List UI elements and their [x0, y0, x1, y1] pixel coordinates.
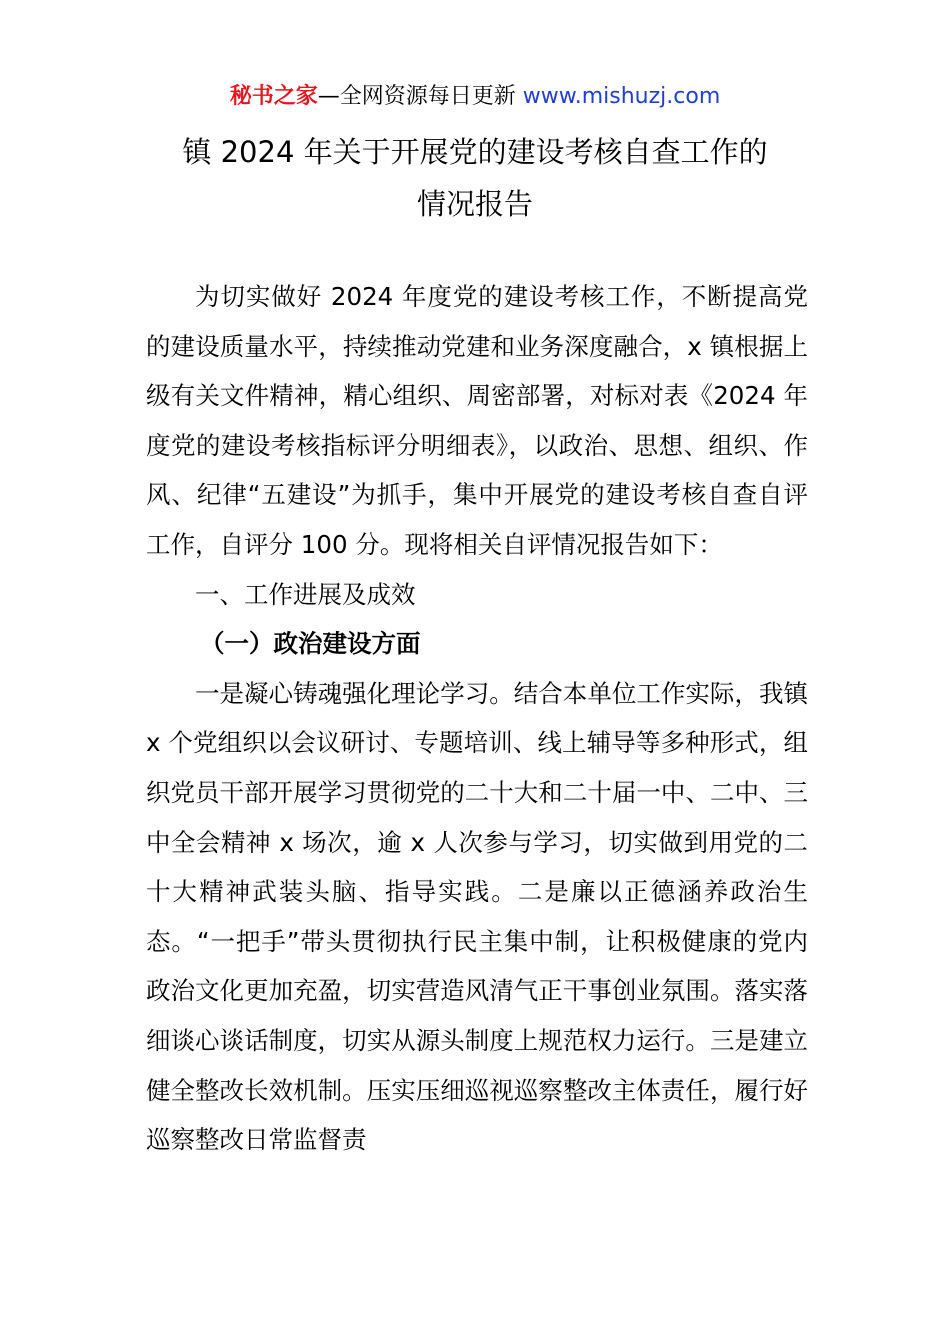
site-url-link[interactable]: www.mishuzj.com [522, 84, 721, 109]
intro-paragraph: 为切实做好 2024 年度党的建设考核工作，不断提高党的建设质量水平，持续推动党建和业务深度融合，x 镇根据上级有关文件精神，精心组织、周密部署，对标对表《2024 年度党的建设考核指标评分明细表》，以政治、思想、组织、作风、纪律“五建设”为抓手，集中开展党的建设考核自查自评工作，自评分 100 分。现将相关自评情况报告如下： [146, 282, 808, 559]
section-heading-progress: 一、工作进展及成效 [195, 579, 416, 609]
document-title-line-2: 情况报告 [416, 187, 533, 221]
document-title [0, 126, 950, 230]
site-tagline: —全网资源每日更新 [317, 84, 516, 109]
document-body [146, 272, 808, 1165]
site-name: 秘书之家 [229, 84, 318, 109]
site-header [0, 82, 950, 112]
document-title-line-1: 镇 2024 年关于开展党的建设考核自查工作的 [182, 135, 768, 169]
subsection-heading-political: （一）政治建设方面 [200, 629, 421, 659]
political-construction-paragraph: 一是凝心铸魂强化理论学习。结合本单位工作实际，我镇 x 个党组织以会议研讨、专题培训、线上辅导等多种形式，组织党员干部开展学习贯彻党的二十大和二十届一中、二中、三中全会精神 x 场次，逾 x 人次参与学习，切实做到用党的二十大精神武装头脑、指导实践。二是廉以正德涵养政治生态。“一把手”带头贯彻执行民主集中制，让积极健康的党内政治文化更加充盈，切实营造风清气正干事创业氛围。落实落细谈心谈话制度，切实从源头制度上规范权力运行。三是建立健全整改长效机制。压实压细巡视巡察整改主体责任，履行好巡察整改日常监督责 [146, 678, 808, 1155]
